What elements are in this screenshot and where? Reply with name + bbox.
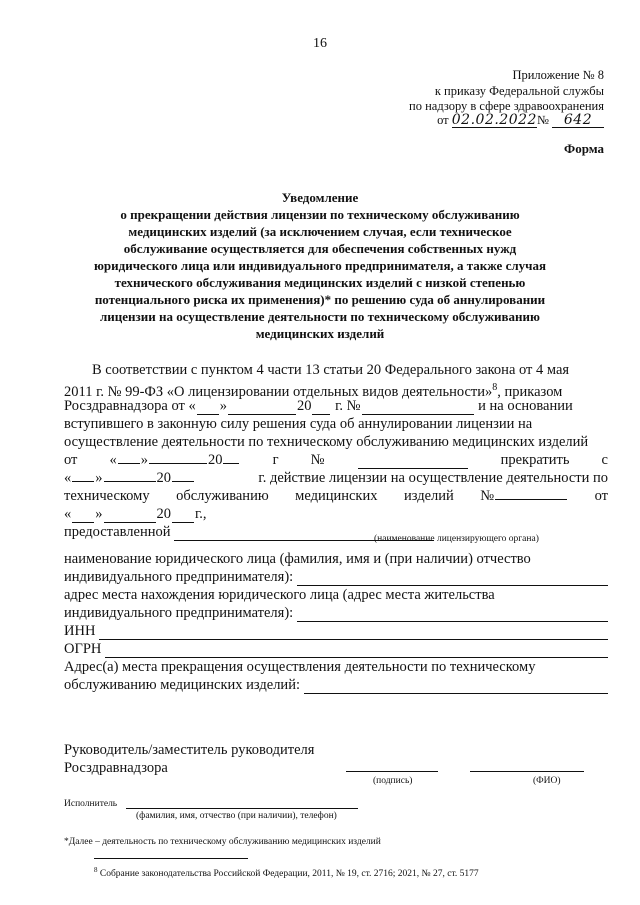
appendix-date-line: [437, 113, 604, 128]
executor-line[interactable]: [126, 808, 358, 809]
body-text: техническому: [64, 488, 150, 504]
body-text: «: [64, 506, 72, 522]
body-line-4: [64, 415, 608, 433]
signatory-role: Руководитель/заместитель руководителя: [64, 742, 315, 758]
signature-caption: (подпись): [373, 776, 413, 786]
body-text: , приказом: [497, 383, 563, 400]
title-line-9: медицинских изделий: [255, 326, 385, 341]
signature-line[interactable]: [346, 771, 438, 772]
field-label: Адрес(а) места прекращения осуществления деятельности по техническому: [64, 659, 536, 675]
body-text: от: [594, 488, 608, 504]
day-blank: [197, 402, 219, 415]
body-text: изделий: [403, 488, 454, 504]
field-inn-line: [64, 622, 608, 640]
body-text: г.,: [195, 506, 207, 522]
title-line-8: лицензии на осуществление деятельности по техническому обслуживанию: [100, 309, 540, 324]
decision-number-blank: [358, 456, 468, 469]
day-blank: [118, 451, 140, 464]
month-blank: [228, 402, 296, 415]
document-title: [0, 189, 640, 342]
month-blank: [104, 510, 156, 523]
title-line-4: обслуживание осуществляется для обеспечения собственных нужд: [123, 241, 517, 256]
title-line-6: технического обслуживания медицинских изделий с низкой степенью: [114, 275, 526, 290]
title-line-1: Уведомление: [281, 190, 359, 205]
body-text: г: [272, 452, 279, 468]
field-label: индивидуального предпринимателя):: [64, 605, 294, 621]
handwritten-order-number: 642: [552, 114, 604, 128]
organization-name-field[interactable]: [297, 571, 608, 586]
appendix-line-1: Приложение № 8: [512, 68, 604, 82]
body-text: 20: [156, 506, 171, 522]
number-prefix: №: [536, 113, 549, 127]
year-blank: [172, 510, 194, 523]
footnote-8: [94, 866, 479, 879]
body-text: №: [310, 452, 325, 468]
licensing-authority-caption: (наименование лицензирующего органа): [374, 534, 539, 544]
body-text: г. №: [335, 398, 361, 414]
organization-address-field[interactable]: [297, 607, 608, 622]
field-address-line-2: [64, 604, 608, 622]
license-number-blank: [495, 487, 567, 500]
body-text: «: [109, 452, 117, 468]
month-blank: [104, 469, 156, 482]
body-line-7: [64, 469, 608, 487]
field-place-line-1: [64, 658, 608, 676]
title-line-5: юридического лица или индивидуального предпринимателя, а также случая: [94, 258, 546, 273]
field-address-line-1: [64, 586, 608, 604]
appendix-line-2: к приказу Федеральной службы: [434, 84, 604, 98]
body-text: »: [219, 398, 227, 414]
body-text: вступившего в законную силу решения суда об аннулировании лицензии на: [64, 416, 533, 432]
body-text: с: [601, 452, 608, 468]
body-text: »: [95, 470, 103, 486]
inn-field[interactable]: [99, 625, 608, 640]
body-text: »: [140, 452, 148, 468]
footnote-mark: 8: [492, 382, 498, 393]
body-text: Росздравнадзора от «: [64, 398, 196, 414]
executor-caption: (фамилия, имя, отчество (при наличии), телефон): [136, 811, 337, 821]
form-label: Форма: [564, 141, 604, 156]
field-label: обслуживанию медицинских изделий:: [64, 677, 300, 693]
title-line-7: потенциального риска их применения)* по решению суда об аннулировании: [94, 292, 546, 307]
footnote-star: *Далее – деятельность по техническому обслуживанию медицинских изделий: [64, 837, 381, 847]
title-line-2: о прекращении действия лицензии по техническому обслуживанию: [120, 207, 520, 222]
body-text: и на основании: [478, 398, 573, 414]
signatory-role-line-2: [64, 759, 608, 777]
field-label: индивидуального предпринимателя):: [64, 569, 294, 585]
field-name-line-1: [64, 550, 608, 568]
date-prefix: от: [437, 113, 449, 127]
body-line-3: [64, 397, 608, 415]
handwritten-date: 02.02.2022: [451, 112, 537, 128]
law-reference: 2011 г. № 99-ФЗ «О лицензировании отдельных видов деятельности»: [64, 383, 493, 400]
body-line-9: [64, 505, 608, 523]
body-line-8: [64, 487, 608, 505]
body-text: от: [64, 452, 78, 468]
page-number: 16: [313, 36, 327, 51]
body-line-1: [92, 361, 608, 379]
footnote-text: Собрание законодательства Российской Федерации, 2011, № 19, ст. 2716; 2021, № 27, ст. 5177: [97, 869, 479, 880]
body-text: прекратить: [500, 452, 570, 468]
body-text: 20: [156, 470, 171, 486]
executor-label: Исполнитель: [64, 799, 118, 809]
body-text: г. действие лицензии на осуществление деятельности по: [258, 470, 608, 486]
field-label: ИНН: [64, 623, 96, 639]
body-text: осуществление деятельности по техническому обслуживанию медицинских изделий: [64, 434, 589, 450]
title-line-3: медицинских изделий (за исключением случая, если техническое: [128, 224, 512, 239]
footnote-separator: [94, 858, 248, 859]
body-text: №: [480, 488, 495, 504]
field-label: ОГРН: [64, 641, 102, 657]
fio-caption: (ФИО): [533, 776, 561, 786]
field-place-line-2: [64, 676, 608, 694]
year-blank: [223, 451, 239, 464]
body-text: »: [95, 506, 103, 522]
year-blank: [312, 402, 330, 415]
signatory-role: Росздравнадзора: [64, 760, 168, 776]
body-text: 20: [296, 398, 312, 414]
day-blank: [72, 469, 94, 482]
day-blank: [72, 510, 94, 523]
body-text: медицинских: [295, 488, 378, 504]
field-label: наименование юридического лица (фамилия, имя и (при наличии) отчество: [64, 551, 531, 567]
order-number-blank: [362, 402, 474, 415]
ogrn-field[interactable]: [105, 643, 608, 658]
body-text: обслуживанию: [176, 488, 269, 504]
fio-line[interactable]: [470, 771, 584, 772]
field-label: адрес места нахождения юридического лица (адрес места жительства: [64, 587, 495, 603]
field-ogrn-line: [64, 640, 608, 658]
body-text: «: [64, 470, 72, 486]
body-text: предоставленной: [64, 524, 171, 540]
body-text: В соответствии с пунктом 4 части 13 статьи 20 Федерального закона от 4 мая: [92, 362, 570, 378]
footnote-mark: 8: [94, 866, 98, 874]
month-blank: [149, 451, 207, 464]
appendix-line-3: по надзору в сфере здравоохранения: [409, 99, 604, 113]
body-line-5: [64, 433, 608, 451]
activity-place-field[interactable]: [304, 679, 608, 694]
body-text: 20: [207, 452, 223, 468]
body-line-6: [64, 451, 608, 469]
field-name-line-2: [64, 568, 608, 586]
year-blank: [172, 469, 194, 482]
signatory-role-line-1: [64, 741, 608, 759]
